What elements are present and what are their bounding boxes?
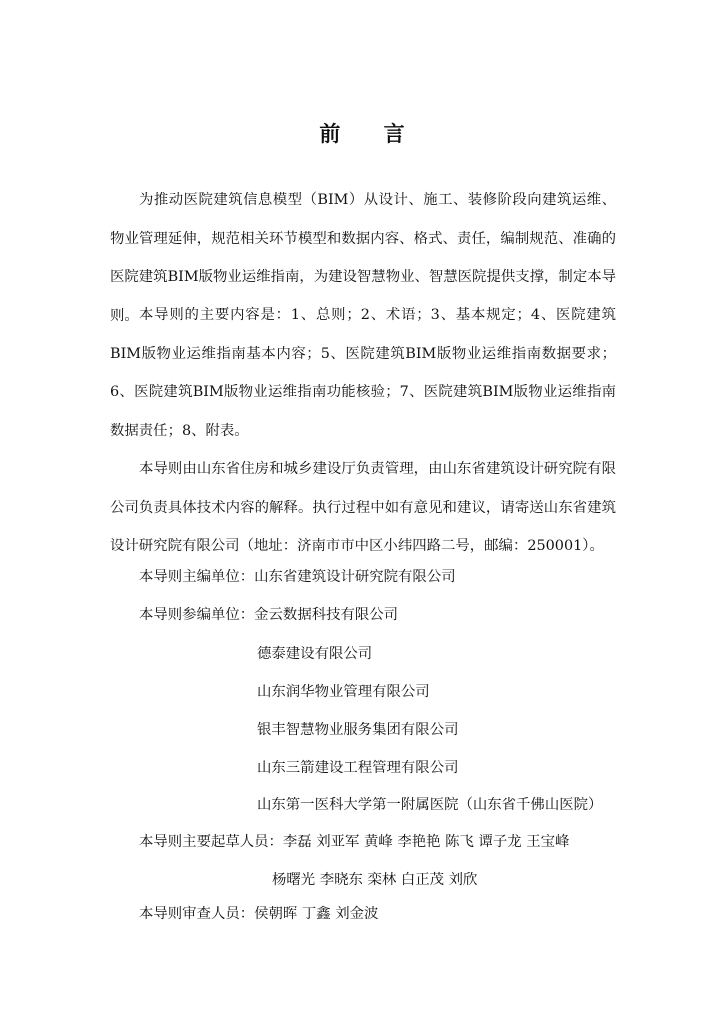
content-paragraph: 本导则的主要内容是：1、总则；2、术语；3、基本规定；4、医院建筑BIM版物业运维指南基本内容；5、医院建筑BIM版物业运维指南数据要求；6、医院建筑BIM版物业运维指南功能核验；7、医院建筑BIM版物业运维指南数据责任；8、附表。 bbox=[110, 307, 616, 439]
drafters-line: 本导则主要起草人员：李磊 刘亚军 黄峰 李艳艳 陈飞 谭子龙 王宝峰 bbox=[139, 834, 570, 850]
chief-editor-line: 本导则主编单位：山东省建筑设计研究院有限公司 bbox=[139, 569, 456, 585]
drafters-line-continued: 杨曙光 李晓东 栾林 白正茂 刘欣 bbox=[272, 872, 478, 888]
participating-unit: 山东润华物业管理有限公司 bbox=[257, 684, 430, 700]
participating-unit: 山东第一医科大学第一附属医院（山东省千佛山医院） bbox=[257, 797, 603, 813]
intro-paragraph: 为推动医院建筑信息模型（BIM）从设计、施工、装修阶段向建筑运维、物业管理延伸，规范相关环节模型和数据内容、格式、责任，编制规范、准确的医院建筑BIM版物业运维指南，为建设智慧物业、智慧医院提供支撑，制定本导则。 bbox=[110, 192, 616, 324]
participating-unit: 山东三箭建设工程管理有限公司 bbox=[257, 760, 459, 776]
management-paragraph: 本导则由山东省住房和城乡建设厅负责管理，由山东省建筑设计研究院有限公司负责具体技术内容的解释。执行过程中如有意见和建议，请寄送山东省建筑设计研究院有限公司（地址：济南市市中区小纬四路二号，邮编：250001）。 bbox=[110, 461, 616, 554]
participating-label: 本导则参编单位： bbox=[139, 607, 255, 623]
participating-units-line bbox=[139, 605, 398, 625]
participating-unit: 银丰智慧物业服务集团有限公司 bbox=[257, 722, 459, 738]
participating-unit: 金云数据科技有限公司 bbox=[254, 607, 399, 623]
participating-unit: 德泰建设有限公司 bbox=[257, 646, 373, 662]
reviewers-line: 本导则审查人员：侯朝晖 丁鑫 刘金波 bbox=[139, 906, 379, 922]
page-title: 前 言 bbox=[319, 121, 423, 146]
